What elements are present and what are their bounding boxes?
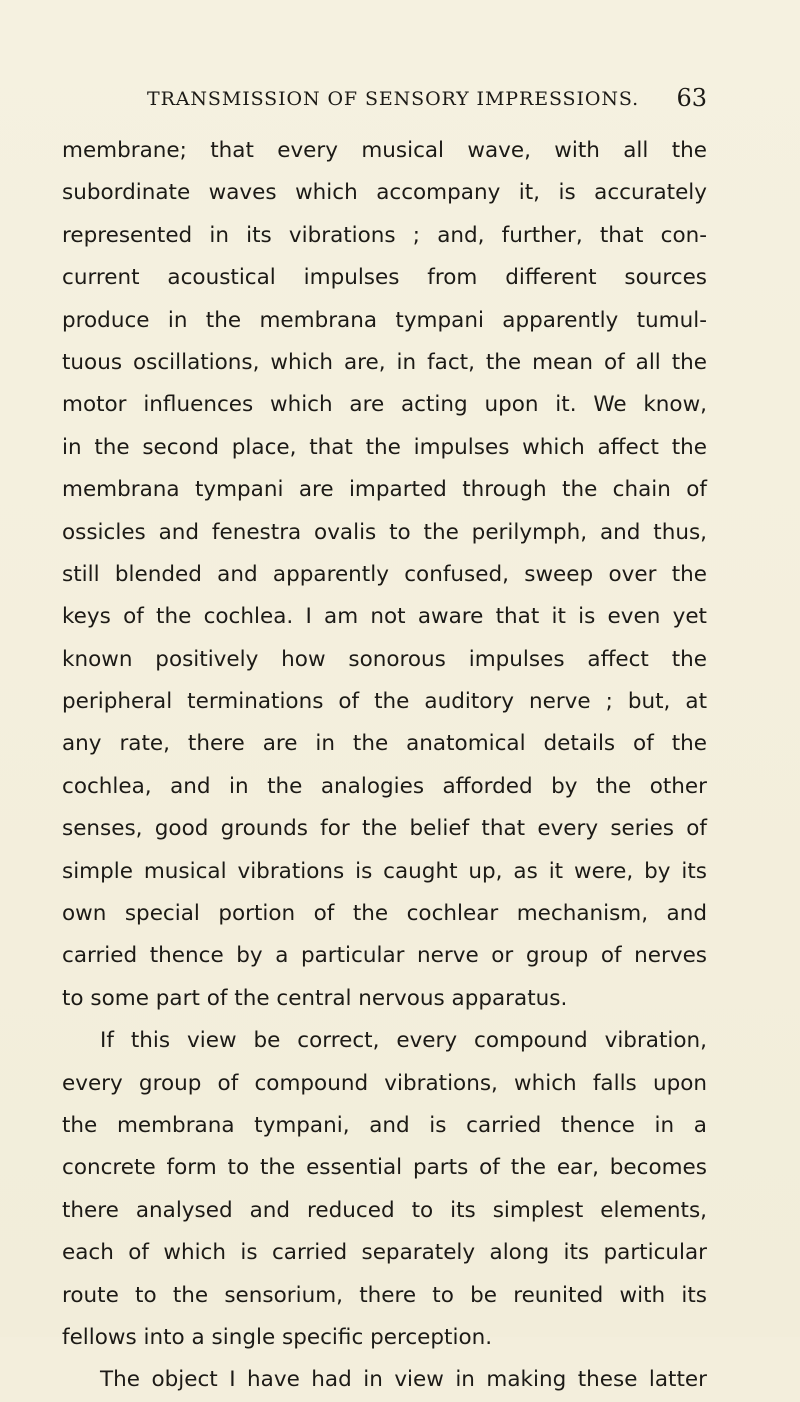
text-line: each of which is carried separately along its particular xyxy=(62,1240,707,1266)
text-line: the membrana tympani, and is carried thence in a xyxy=(62,1112,707,1138)
paragraph-end-line: fellows into a single specific perception. xyxy=(62,1324,493,1350)
text-line: known positively how sonorous impulses affect the xyxy=(62,646,707,672)
text-line: there analysed and reduced to its simplest elements, xyxy=(62,1197,707,1223)
text-line: keys of the cochlea. I am not aware that it is even yet xyxy=(62,604,707,630)
paragraph-start-line: The object I have had in view in making these latter xyxy=(100,1367,707,1393)
paragraph-end-line: to some part of the central nervous apparatus. xyxy=(62,985,568,1011)
page-number: 63 xyxy=(676,84,707,112)
text-line: in the second place, that the impulses which affect the xyxy=(62,434,707,460)
text-line: own special portion of the cochlear mechanism, and xyxy=(62,901,707,927)
paragraph-start-line: If this view be correct, every compound vibration, xyxy=(100,1028,707,1054)
text-line: produce in the membrana tympani apparently tumul- xyxy=(62,307,707,333)
running-head xyxy=(147,84,707,118)
text-line: ossicles and fenestra ovalis to the perilymph, and thus, xyxy=(62,519,707,545)
text-line: concrete form to the essential parts of the ear, becomes xyxy=(62,1155,707,1181)
text-line: every group of compound vibrations, which falls upon xyxy=(62,1070,707,1096)
text-line: tuous oscillations, which are, in fact, the mean of all the xyxy=(62,349,707,375)
text-line: still blended and apparently confused, sweep over the xyxy=(62,561,707,587)
text-line: route to the sensorium, there to be reunited with its xyxy=(62,1282,707,1308)
running-title: TRANSMISSION OF SENSORY IMPRESSIONS. xyxy=(147,88,640,110)
text-line: motor influences which are acting upon it. We know, xyxy=(62,392,707,418)
text-line: membrana tympani are imparted through the chain of xyxy=(62,477,707,503)
text-line: senses, good grounds for the belief that every series of xyxy=(62,816,707,842)
text-line: simple musical vibrations is caught up, as it were, by its xyxy=(62,858,707,884)
text-line: membrane; that every musical wave, with all the xyxy=(62,138,707,163)
body-text xyxy=(62,130,707,1402)
text-line: carried thence by a particular nerve or group of nerves xyxy=(62,943,707,969)
text-line: cochlea, and in the analogies afforded by the other xyxy=(62,773,707,799)
text-line: any rate, there are in the anatomical details of the xyxy=(62,731,707,757)
text-line: peripheral terminations of the auditory nerve ; but, at xyxy=(62,689,707,715)
text-line: current acoustical impulses from different sources xyxy=(62,265,707,291)
text-line: subordinate waves which accompany it, is accurately xyxy=(62,180,707,206)
text-line: represented in its vibrations ; and, further, that con- xyxy=(62,222,707,248)
